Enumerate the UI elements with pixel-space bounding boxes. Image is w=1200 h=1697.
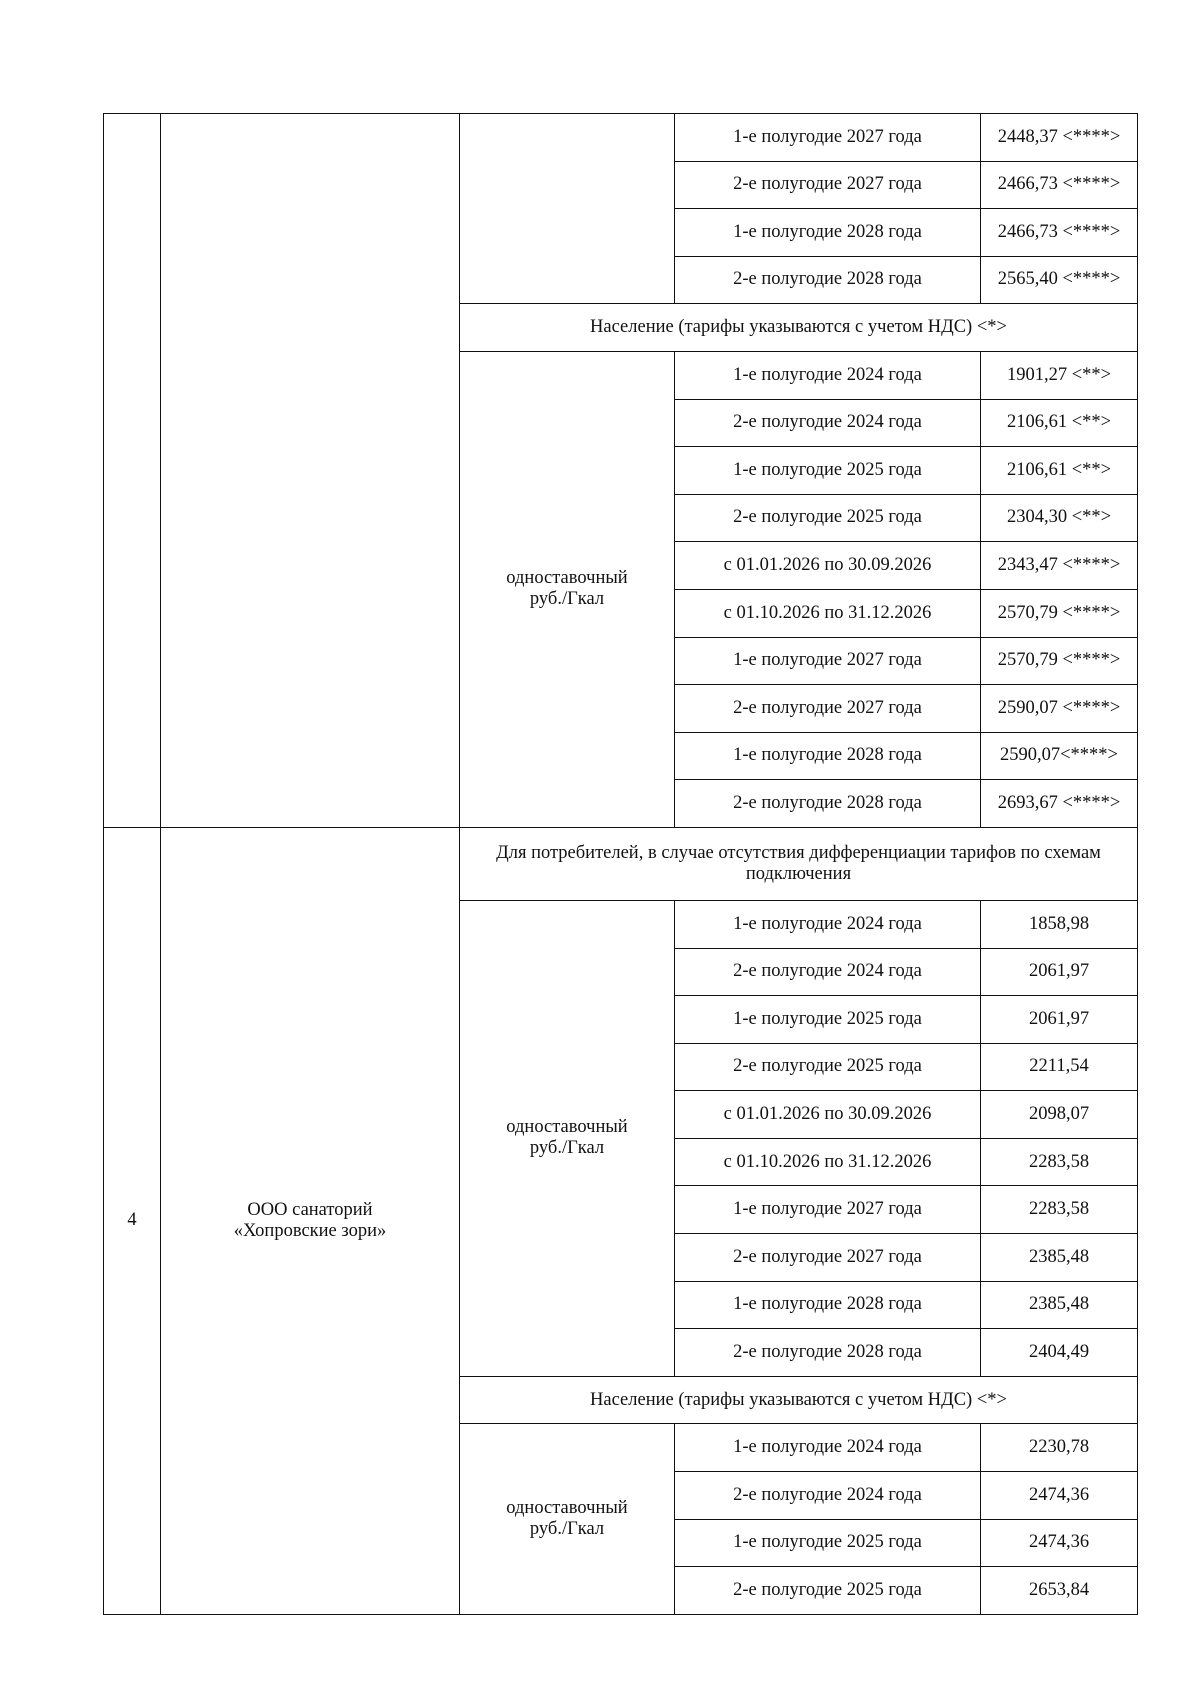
period-cell: 1-е полугодие 2027 года — [675, 637, 981, 685]
value-cell: 2283,58 — [981, 1186, 1138, 1234]
period-cell: 2-е полугодие 2025 года — [675, 1043, 981, 1091]
value-cell: 2570,79 <****> — [981, 637, 1138, 685]
period-cell: 1-е полугодие 2028 года — [675, 1281, 981, 1329]
organization-name-line1: ООО санаторий — [247, 1199, 373, 1220]
value-cell: 2474,36 — [981, 1472, 1138, 1520]
value-cell: 2570,79 <****> — [981, 589, 1138, 637]
period-cell: с 01.10.2026 по 31.12.2026 — [675, 589, 981, 637]
period-cell: с 01.01.2026 по 30.09.2026 — [675, 542, 981, 590]
rate-type-label: одноставочный — [506, 1117, 628, 1138]
period-cell: 2-е полугодие 2028 года — [675, 780, 981, 828]
value-cell: 2304,30 <**> — [981, 494, 1138, 542]
row-number-cell — [104, 114, 161, 828]
unit-label: руб./Гкал — [529, 1519, 605, 1540]
rate-type-cell — [460, 351, 675, 827]
value-cell: 2385,48 — [981, 1281, 1138, 1329]
period-cell: 1-е полугодие 2024 года — [675, 1424, 981, 1472]
value-cell: 2448,37 <****> — [981, 114, 1138, 162]
organization-name-line2: «Хопровские зори» — [233, 1220, 387, 1241]
unit-label: руб./Гкал — [529, 1138, 605, 1159]
rate-type-label: одноставочный — [506, 568, 628, 589]
organization-cell — [161, 114, 460, 828]
period-cell: 1-е полугодие 2027 года — [675, 114, 981, 162]
value-cell: 2466,73 <****> — [981, 161, 1138, 209]
value-cell: 2404,49 — [981, 1329, 1138, 1377]
period-cell: 2-е полугодие 2025 года — [675, 1567, 981, 1615]
value-cell: 2061,97 — [981, 996, 1138, 1044]
value-cell: 1901,27 <**> — [981, 351, 1138, 399]
period-cell: с 01.10.2026 по 31.12.2026 — [675, 1138, 981, 1186]
period-cell: 1-е полугодие 2027 года — [675, 1186, 981, 1234]
period-cell: 2-е полугодие 2027 года — [675, 685, 981, 733]
rate-type-cell — [460, 1424, 675, 1614]
period-cell: 1-е полугодие 2025 года — [675, 447, 981, 495]
period-cell: 2-е полугодие 2024 года — [675, 399, 981, 447]
period-cell: 2-е полугодие 2024 года — [675, 1472, 981, 1520]
value-cell: 2590,07<****> — [981, 732, 1138, 780]
value-cell: 2106,61 <**> — [981, 447, 1138, 495]
value-cell: 2693,67 <****> — [981, 780, 1138, 828]
row-number-cell: 4 — [104, 827, 161, 1614]
period-cell: 2-е полугодие 2028 года — [675, 256, 981, 304]
section-header-consumers: Для потребителей, в случае отсутствия дифференциации тарифов по схемам подключения — [460, 827, 1138, 900]
value-cell: 2466,73 <****> — [981, 209, 1138, 257]
rate-type-label: одноставочный — [506, 1497, 628, 1518]
value-cell: 2385,48 — [981, 1234, 1138, 1282]
period-cell: 1-е полугодие 2024 года — [675, 900, 981, 948]
period-cell: 2-е полугодие 2025 года — [675, 494, 981, 542]
period-cell: 2-е полугодие 2024 года — [675, 948, 981, 996]
value-cell: 2653,84 — [981, 1567, 1138, 1615]
period-cell: 2-е полугодие 2027 года — [675, 1234, 981, 1282]
period-cell: 1-е полугодие 2024 года — [675, 351, 981, 399]
value-cell: 2590,07 <****> — [981, 685, 1138, 733]
rate-type-cell — [460, 114, 675, 304]
value-cell: 2098,07 — [981, 1091, 1138, 1139]
value-cell: 2565,40 <****> — [981, 256, 1138, 304]
value-cell: 1858,98 — [981, 900, 1138, 948]
value-cell: 2230,78 — [981, 1424, 1138, 1472]
period-cell: 2-е полугодие 2027 года — [675, 161, 981, 209]
period-cell: 1-е полугодие 2028 года — [675, 732, 981, 780]
value-cell: 2283,58 — [981, 1138, 1138, 1186]
tariff-table — [103, 113, 1138, 1615]
section-header-population: Население (тарифы указываются с учетом НДС) <*> — [460, 1376, 1138, 1424]
value-cell: 2061,97 — [981, 948, 1138, 996]
period-cell: с 01.01.2026 по 30.09.2026 — [675, 1091, 981, 1139]
rate-type-cell — [460, 900, 675, 1376]
period-cell: 1-е полугодие 2028 года — [675, 209, 981, 257]
period-cell: 2-е полугодие 2028 года — [675, 1329, 981, 1377]
section-header-population: Население (тарифы указываются с учетом НДС) <*> — [460, 304, 1138, 352]
value-cell: 2106,61 <**> — [981, 399, 1138, 447]
period-cell: 1-е полугодие 2025 года — [675, 996, 981, 1044]
value-cell: 2474,36 — [981, 1519, 1138, 1567]
unit-label: руб./Гкал — [529, 589, 605, 610]
organization-cell — [161, 827, 460, 1614]
period-cell: 1-е полугодие 2025 года — [675, 1519, 981, 1567]
value-cell: 2211,54 — [981, 1043, 1138, 1091]
value-cell: 2343,47 <****> — [981, 542, 1138, 590]
